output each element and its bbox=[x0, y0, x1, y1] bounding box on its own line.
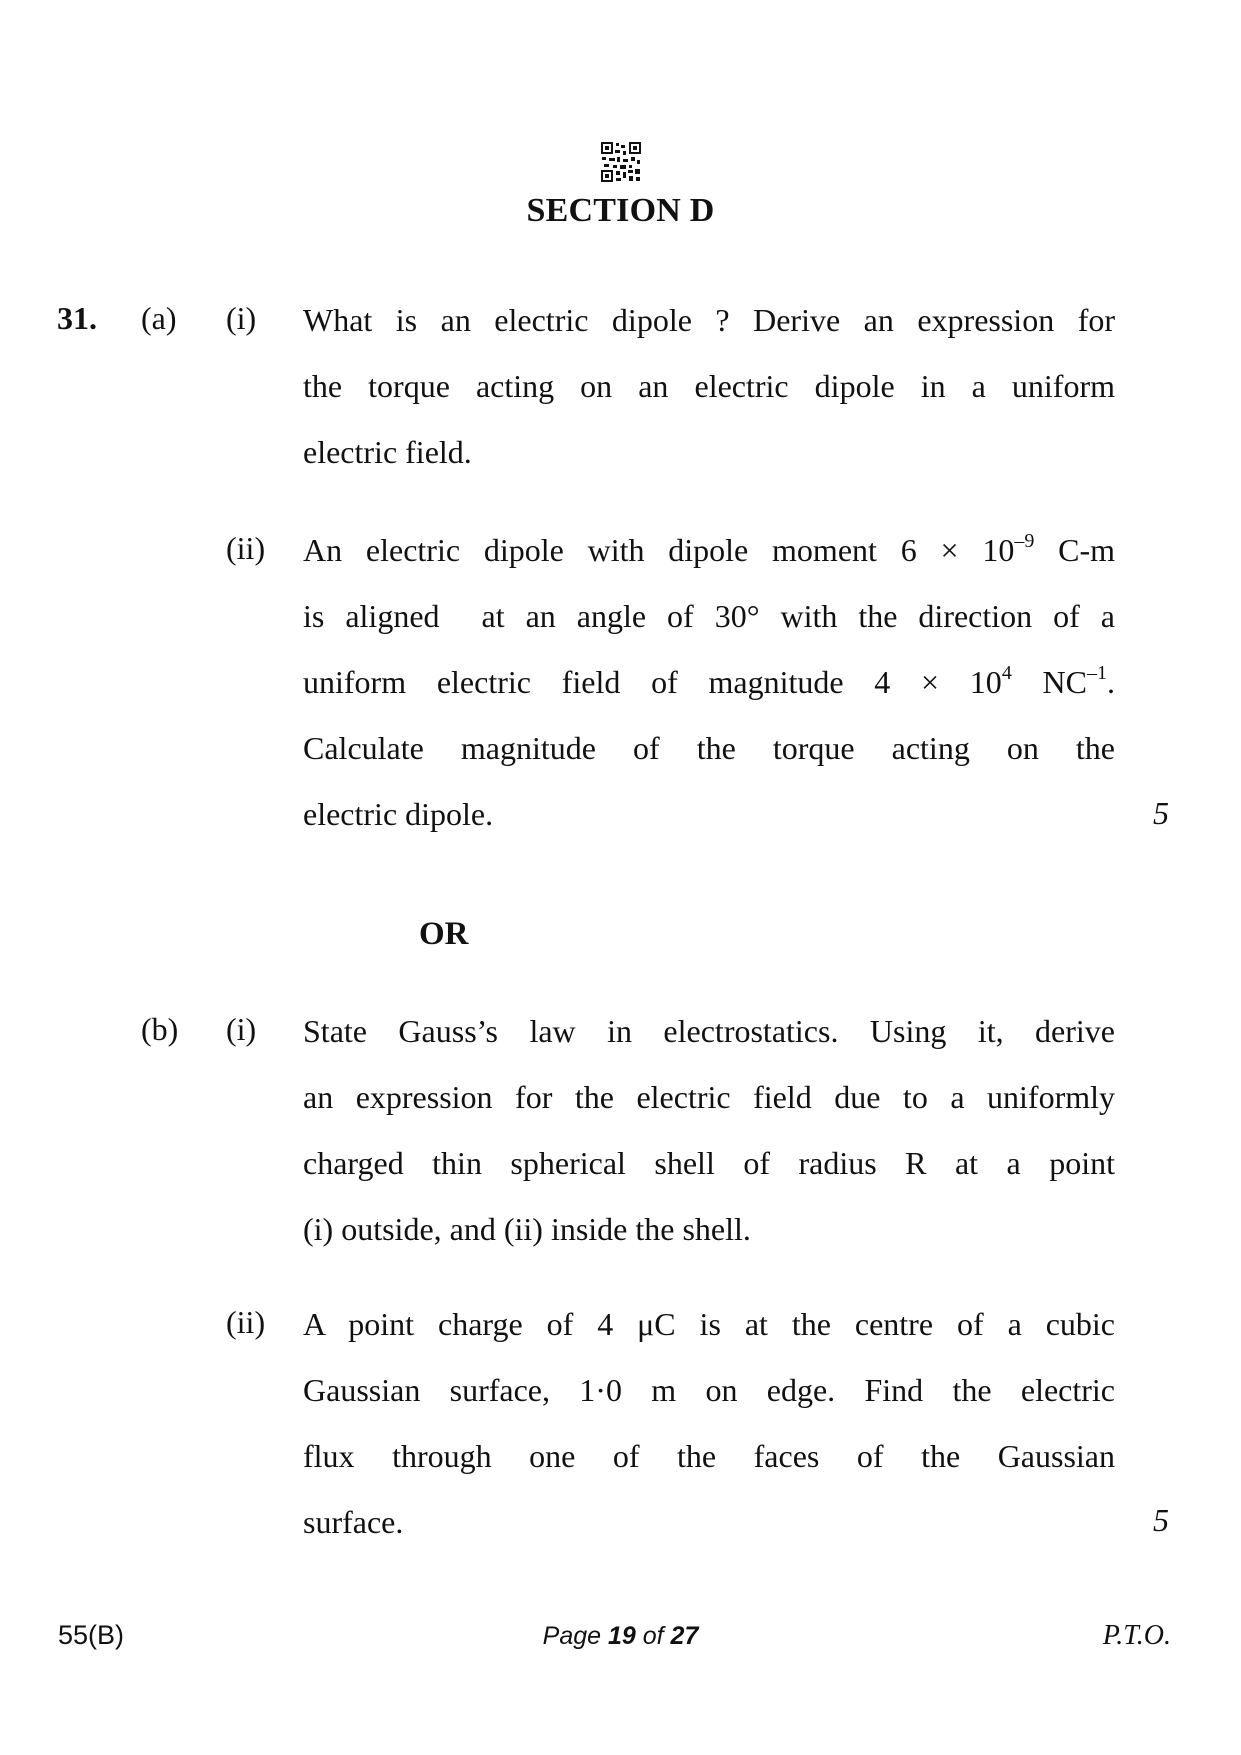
text-line: Calculate magnitude of the torque acting on the bbox=[303, 730, 1115, 766]
page-prefix: Page bbox=[542, 1622, 608, 1650]
text-line: Gaussian surface, 1·0 m on edge. Find the electric bbox=[303, 1372, 1115, 1408]
page-of: of bbox=[635, 1622, 671, 1650]
part-b-i-label: (i) bbox=[226, 1011, 257, 1047]
exponent: –9 bbox=[1014, 530, 1035, 552]
text-line: What is an electric dipole ? Derive an expression for bbox=[303, 302, 1115, 338]
section-title: SECTION D bbox=[526, 192, 715, 229]
text-segment: An electric dipole with dipole moment 6 × 10 bbox=[303, 532, 1015, 568]
page-total: 27 bbox=[670, 1622, 699, 1650]
text-line: (i) outside, and (ii) inside the shell. bbox=[303, 1211, 751, 1247]
text-line: flux through one of the faces of the Gaussian bbox=[303, 1438, 1115, 1474]
part-b-i-text bbox=[303, 998, 1115, 1262]
text-line: electric dipole. bbox=[303, 796, 494, 832]
question-number: 31. bbox=[57, 300, 97, 336]
text-line: an expression for the electric field due to a uniformly bbox=[303, 1079, 1115, 1115]
or-separator: OR bbox=[419, 916, 469, 952]
page-number bbox=[0, 1622, 1241, 1651]
part-b-ii-label: (ii) bbox=[226, 1304, 266, 1340]
part-b-label: (b) bbox=[141, 1011, 179, 1047]
qr-code-icon bbox=[601, 142, 641, 182]
text-line: A point charge of 4 μC is at the centre of a cubic bbox=[303, 1306, 1115, 1342]
text-line bbox=[303, 649, 1115, 715]
text-segment: . bbox=[1107, 664, 1116, 700]
text-line: electric field. bbox=[303, 434, 472, 470]
text-segment: C-m bbox=[1034, 532, 1116, 568]
exponent: –1 bbox=[1087, 662, 1108, 684]
text-segment: uniform electric field of magnitude 4 × 10 bbox=[303, 664, 1002, 700]
text-line: the torque acting on an electric dipole in a uniform bbox=[303, 368, 1115, 404]
part-a-label: (a) bbox=[141, 300, 177, 336]
text-line: is aligned at an angle of 30° with the direction of a bbox=[303, 598, 1115, 634]
text-line bbox=[303, 517, 1115, 583]
part-a-ii-label: (ii) bbox=[226, 530, 266, 566]
part-a-i-text bbox=[303, 287, 1115, 485]
part-a-i-label: (i) bbox=[226, 300, 257, 336]
page-current: 19 bbox=[607, 1622, 636, 1650]
exponent: 4 bbox=[1001, 662, 1012, 684]
part-b-ii-text bbox=[303, 1291, 1115, 1555]
text-line: State Gauss’s law in electrostatics. Using it, derive bbox=[303, 1013, 1115, 1049]
marks-part-a: 5 bbox=[1153, 795, 1169, 831]
text-line: charged thin spherical shell of radius R at a point bbox=[303, 1145, 1115, 1181]
text-line: surface. bbox=[303, 1504, 404, 1540]
text-segment: NC bbox=[1011, 664, 1088, 700]
part-a-ii-text bbox=[303, 517, 1115, 847]
pto-label: P.T.O. bbox=[1102, 1620, 1171, 1651]
paper-code: 55(B) bbox=[58, 1620, 125, 1650]
marks-part-b: 5 bbox=[1153, 1502, 1169, 1538]
